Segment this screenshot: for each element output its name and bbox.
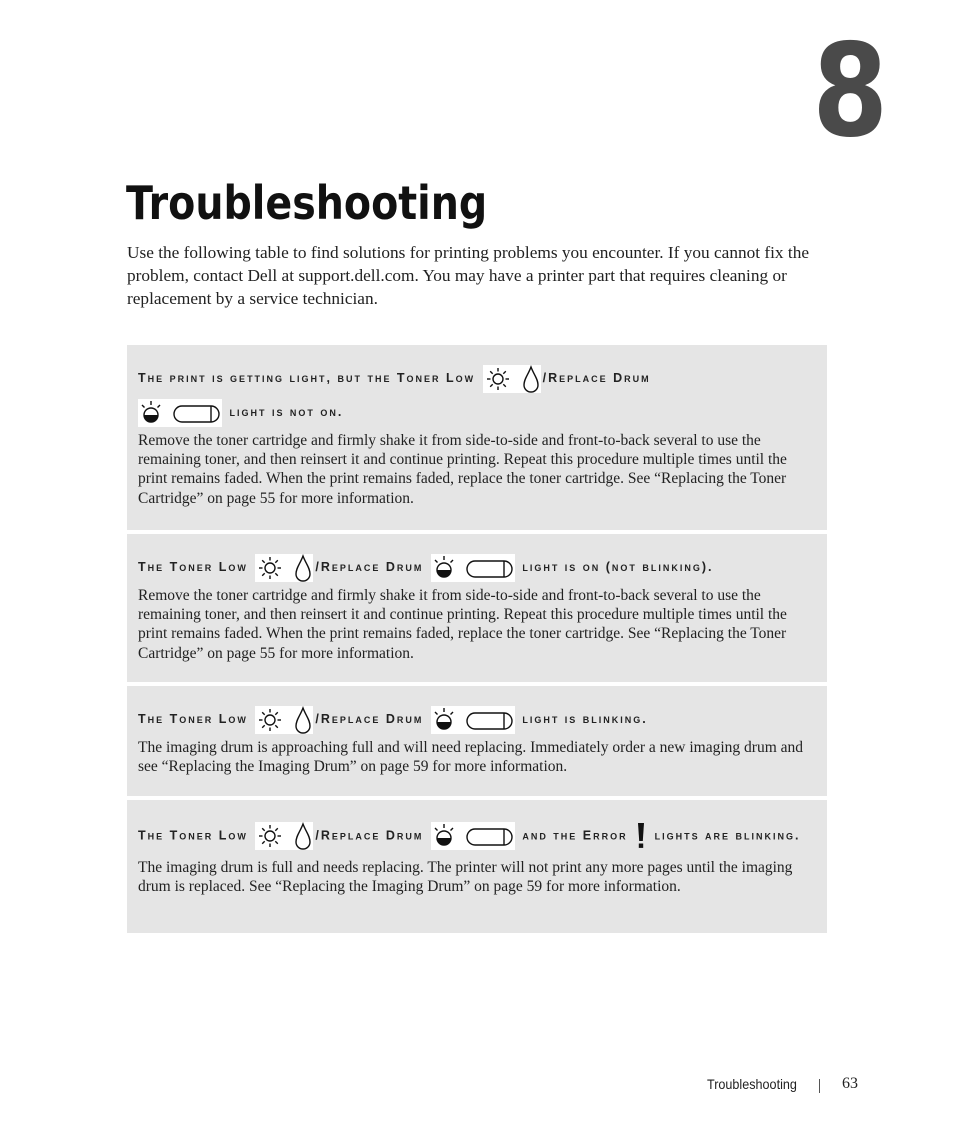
heading-text-middle: /Replace Drum — [315, 712, 424, 726]
footer-title: Troubleshooting — [707, 1076, 797, 1092]
heading-text-middle: /Replace Drum — [542, 371, 651, 385]
heading-text-start: The Toner Low — [138, 560, 248, 574]
sun-icon — [255, 706, 313, 734]
page-footer — [0, 1076, 954, 1096]
toner-low-light — [255, 706, 313, 734]
troubleshooting-row — [127, 686, 827, 796]
sun-icon — [255, 822, 313, 850]
replace-drum-light — [138, 399, 222, 427]
row-heading — [138, 702, 815, 736]
drum-cartridge-icon — [467, 713, 512, 729]
heading-text-middle: /Replace Drum — [315, 560, 424, 574]
chapter-number: 8 — [812, 17, 888, 166]
row-heading — [138, 816, 815, 850]
intro-text-start: Use the following table to find solutions for printing problems you encounter. If you cannot fix the problem, contact Dell at — [127, 243, 810, 285]
page-title: Troubleshooting — [126, 176, 488, 230]
footer-divider — [819, 1079, 820, 1093]
drop-icon — [524, 367, 538, 392]
drum-status-icon — [431, 554, 515, 582]
row-body: Remove the toner cartridge and firmly shake it from side-to-side and front-to-back several to use the remaining toner, and then reinsert it and continue printing. Repeat this procedure multiple times until the print remains faded. When the print remains faded, replace the toner cartridge. See “Replacing the Toner Cartridge” on page 55 for more information. — [138, 432, 787, 507]
toner-low-light — [483, 365, 541, 393]
heading-text-start: The print is getting light, but the Toner Low — [138, 371, 476, 385]
troubleshooting-table — [127, 345, 827, 937]
toner-low-light — [255, 822, 313, 850]
heading-text-middle: /Replace Drum — [315, 828, 424, 843]
row-body: The imaging drum is approaching full and will need replacing. Immediately order a new imaging drum and see “Replacing the Imaging Drum” on page 59 for more information. — [138, 739, 804, 776]
row-heading — [138, 361, 815, 429]
row-body: The imaging drum is full and needs replacing. The printer will not print any more pages until the imaging drum is replaced. See “Replacing the Imaging Drum” on page 59 for more information. — [138, 859, 793, 896]
error-light — [635, 822, 647, 850]
troubleshooting-row — [127, 800, 827, 933]
replace-drum-light — [431, 706, 515, 734]
drum-status-icon — [431, 706, 515, 734]
row-body: Remove the toner cartridge and firmly shake it from side-to-side and front-to-back several to use the remaining toner, and then reinsert it and continue printing. Repeat this procedure multiple times until the print remains faded. When the print remains faded, replace the toner cartridge. See “Replacing the Toner Cartridge” on page 55 for more information. — [138, 587, 787, 662]
drum-status-icon — [138, 399, 222, 427]
heading-text-end: light is not on. — [229, 405, 344, 419]
heading-text-end: lights are blinking. — [654, 828, 801, 843]
heading-text-error: and the Error — [522, 828, 628, 843]
replace-drum-light — [431, 554, 515, 582]
heading-text-start: The Toner Low — [138, 712, 248, 726]
heading-text-start: The Toner Low — [138, 828, 248, 843]
heading-text-end: light is blinking. — [522, 712, 648, 726]
heading-text-end: light is on (not blinking). — [522, 560, 714, 574]
page-number: 63 — [842, 1075, 858, 1092]
intro-paragraph — [127, 241, 827, 310]
troubleshooting-row — [127, 534, 827, 682]
toner-low-light — [255, 554, 313, 582]
exclamation-icon — [635, 822, 647, 850]
sun-icon — [255, 554, 313, 582]
support-link[interactable]: support.dell.com — [298, 266, 415, 285]
drop-icon — [296, 556, 310, 581]
drum-cartridge-icon — [467, 561, 512, 577]
row-heading — [138, 550, 815, 584]
troubleshooting-row — [127, 345, 827, 530]
replace-drum-light — [431, 822, 515, 850]
drum-cartridge-icon — [174, 406, 219, 422]
drum-status-icon — [431, 822, 515, 850]
sun-icon — [483, 365, 541, 393]
intro-text-end: . You may have a printer part that requires cleaning or replacement by a service technician. — [127, 266, 787, 308]
drop-icon — [296, 824, 310, 849]
drum-cartridge-icon — [467, 829, 512, 845]
drop-icon — [296, 708, 310, 733]
